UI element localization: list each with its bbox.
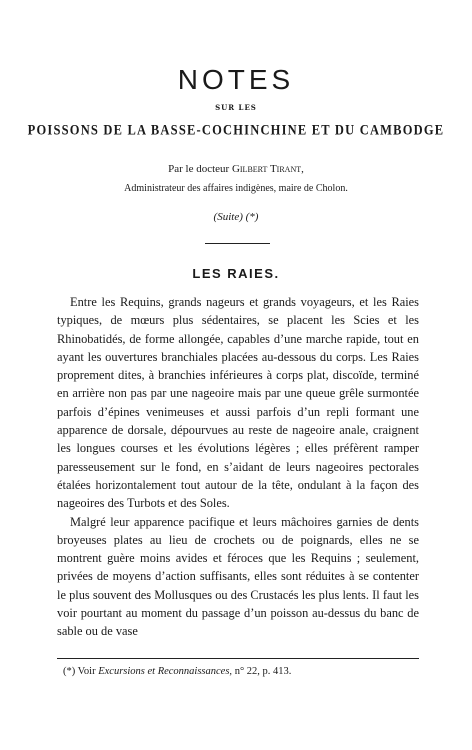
footnote-reference: n° 22, p. 413. xyxy=(234,666,292,677)
footnote-marker: (*) Voir xyxy=(63,666,96,677)
footnote-divider xyxy=(57,658,419,659)
paragraph: Entre les Requins, grands nageurs et grands voyageurs, et les Raies typiques, de mœurs plus sédentaires, se placent les Scies et les Rhinobatidés, de forme allongée, capables d’une marche rapide, tout en ayant les ouvertures branchiales placées au-dessous du corps. Les Raies proprement dites, à branchies inférieures à corps plat, discoïde, terminé en arrière non pas par une nageoire mais par une queue grêle surmontée parfois d’épines venimeuses et aussi parfois d’un repli formant une apparence de dorsale, dépourvues au reste de nageoire anale, craignent les longues courses et les évolutions légères ; elles préfèrent ramper paresseusement sur le fond, en s’aidant de leurs nageoires pectorales étalées horizontalement tout autour de la tête, ondulant à la façon des nageoires des Turbots et des Soles. xyxy=(57,295,419,511)
section-title: LES RAIES. xyxy=(192,266,280,281)
footnote xyxy=(63,666,419,677)
title-connector: SUR LES xyxy=(215,103,257,112)
author-line xyxy=(0,163,472,175)
page-title: NOTES xyxy=(177,64,295,95)
author-name: Gilbert Tirant, xyxy=(231,163,304,175)
continuation-note: (Suite) (*) xyxy=(213,211,259,223)
author-prefix: Par le docteur xyxy=(168,163,230,175)
header-divider xyxy=(205,243,270,244)
author-role: Administrateur des affaires indigènes, maire de Cholon. xyxy=(124,183,348,194)
footnote-source: Excursions et Reconnaissances, xyxy=(98,666,233,677)
paragraph: Malgré leur apparence pacifique et leurs mâchoires garnies de dents broyeuses plates au lieu de crochets ou de poignards, elles ne se montrent guère moins avides et féroces que les Requins ; seulement, privées de moyens d’action suffisants, elles sont réduites à se contenter le plus souvent des Mollusques ou des Crustacés les plus lents. Il faut les voir pourtant au moment du passage d’un poisson au-dessus du banc de sable ou de vase xyxy=(57,514,419,639)
body-text xyxy=(57,293,419,641)
document-subtitle: POISSONS DE LA BASSE-COCHINCHINE ET DU CAMBODGE xyxy=(27,121,445,138)
